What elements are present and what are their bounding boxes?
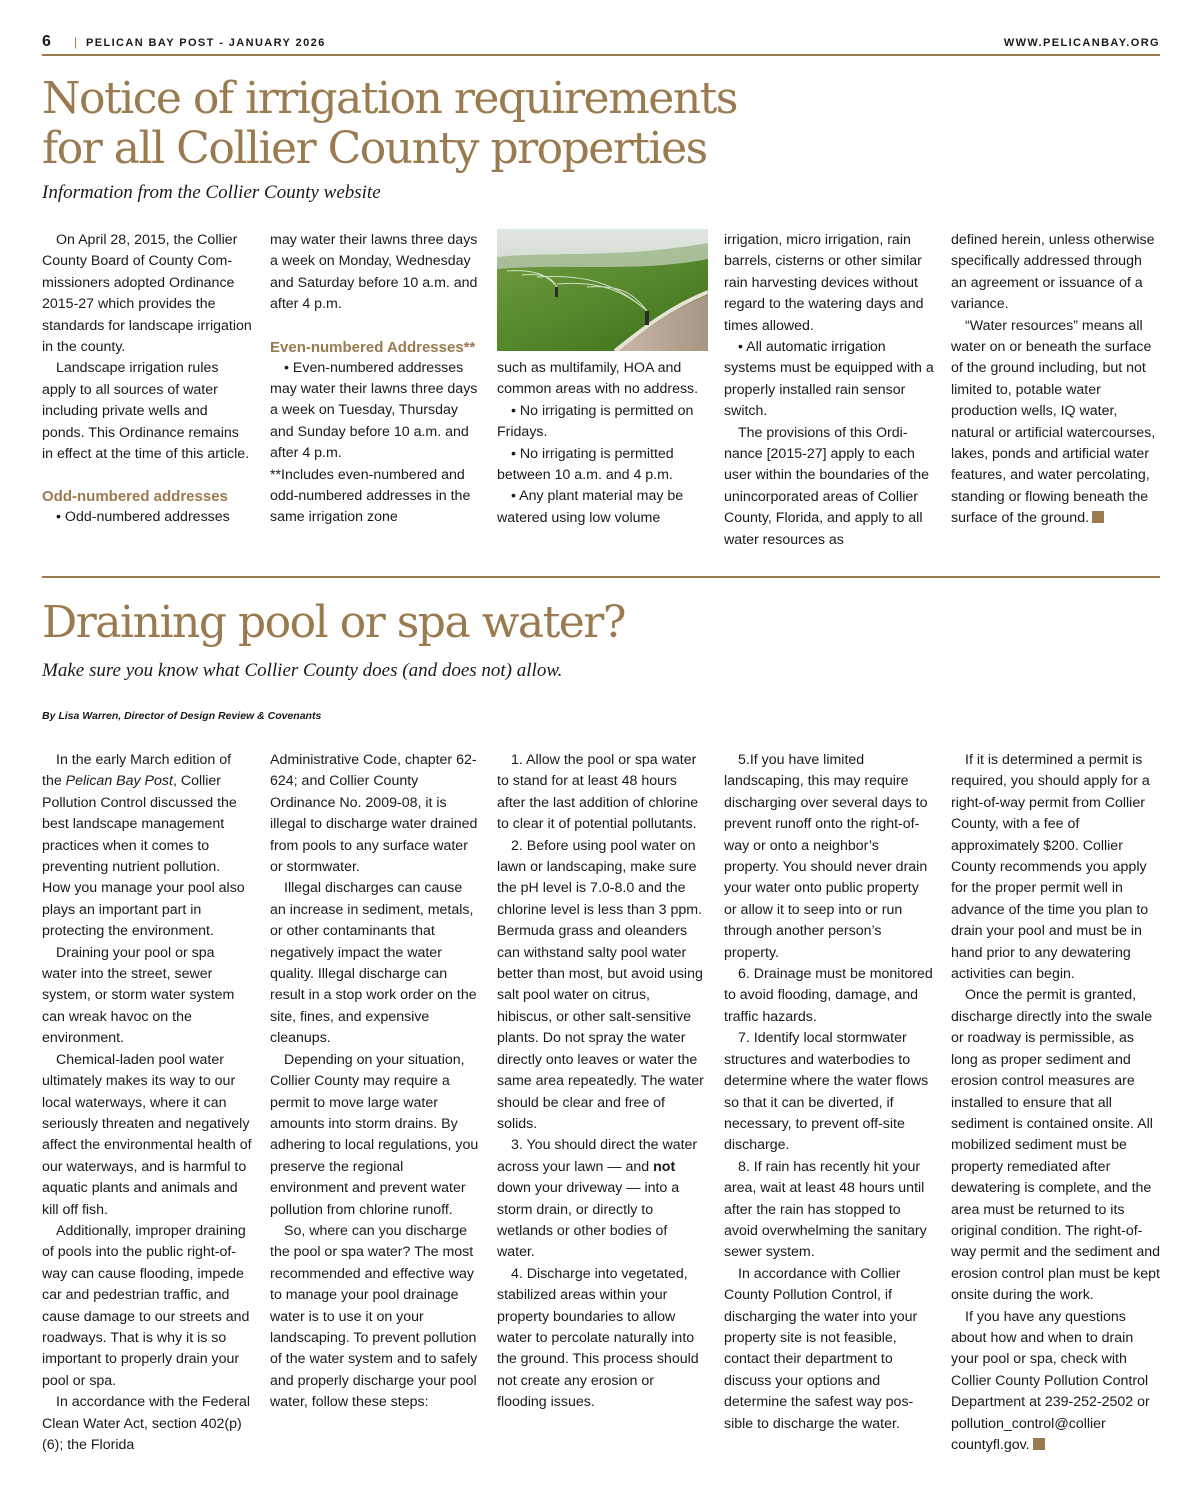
paragraph: Additionally, improper draining of pools into the public right-of-way can cause flooding, impede car and pedestrian traffic, and cause damage to our streets and roadways. That is why it is so important to properly drain your pool or spa. — [42, 1222, 250, 1389]
article1-column-5 — [951, 230, 1161, 530]
paragraph: 2. Before using pool water on lawn or landscaping, make sure the pH level is 7.0-8.0 and the chlorine level is less than 3 ppm. Bermuda grass and oleanders can withstand salty pool water better than most, but avoid using salt pool water on citrus, hibiscus, or other salt-sensitive plants. Do not spray the water directly onto leaves or water the same area repeatedly. The water should be clear and free of solids. — [497, 837, 704, 1132]
paragraph-text: In the early March edition of the — [42, 752, 232, 790]
paragraph: 5.If you have limited landscaping, this may require discharging over several days to prevent runoff onto the right-of-way or onto a neighbor’s property. You should never drain your water onto public property or allow it to seep into or run through another person’s property. — [724, 752, 928, 961]
article1-headline-line2: for all Collier County properties — [42, 123, 707, 175]
article1-column-3 — [497, 358, 707, 529]
page-header — [42, 33, 1160, 55]
article2-column-1 — [42, 750, 252, 1456]
paragraph: • No irrigating is permitted on Fridays. — [497, 402, 694, 441]
end-of-article-mark — [1092, 511, 1104, 523]
paragraph: 8. If rain has recently hit your area, wait at least 48 hours until after the rain has stopped to avoid overwhelming the sanitary sewer system. — [724, 1158, 927, 1261]
subhead-even-numbered: Even-numbered Addresses** — [270, 338, 476, 356]
paragraph: Draining your pool or spa water into the street, sewer system, or storm water system can wreak havoc on the environment. — [42, 944, 235, 1047]
paragraph: Illegal discharges can cause an increase in sediment, metals, or other contaminants that negatively impact the water quality. Illegal discharge can result in a stop work order on the site, fines, and expensive cleanups. — [270, 880, 477, 1047]
subhead-odd-numbered: Odd-numbered addresses — [42, 488, 228, 506]
paragraph-text: 3. You should direct the water across your lawn — and — [497, 1137, 698, 1175]
article2-column-2 — [270, 750, 480, 1414]
paragraph: Administrative Code, chapter 62-624; and Collier County Ordinance No. 2009-08, it is illegal to discharge water drained from pools to any surface water or stormwater. — [270, 752, 478, 876]
paragraph: Once the permit is granted, discharge directly into the swale or roadway is permissible, as long as proper sediment and erosion control measures are installed to ensure that all sediment is contained onsite. All mobilized sediment must be property remediated after dewatering is complete, and the area must be returned to its original condition. The right-of-way permit and the sediment and erosion control plan must be kept onsite during the work. — [951, 987, 1160, 1304]
paragraph-text: “Water resources” means all water on or beneath the surface of the ground including, but not limited to, potable water production wells, IQ water, natural or artificial watercourses, lakes, ponds and artificial water features, and water percolating, standing or flowing beneath the surface of the ground. — [951, 317, 1156, 527]
emphasis-text: not — [653, 1158, 676, 1175]
page-number: 6 — [42, 33, 51, 50]
paragraph: 6. Drainage must be monitored to avoid flooding, damage, and traffic hazards. — [724, 966, 933, 1025]
paragraph: In accordance with Collier County Pollution Control, if discharging the water into your property site is not feasible, contact their department to discuss your options and determine the safest way possible to discharge the water. — [724, 1265, 918, 1432]
paragraph: **Includes even-numbered and odd-numbered addresses in the same irrigation zone — [270, 466, 471, 526]
header-rule — [42, 54, 1160, 56]
website-link[interactable]: WWW.PELICANBAY.ORG — [1003, 37, 1160, 49]
paragraph: may water their lawns three days a week on Monday, Wednesday and Saturday before 10 a.m. and after 4 p.m. — [270, 232, 478, 313]
lawn-sprinkler-image — [497, 229, 708, 351]
article2-byline: By Lisa Warren, Director of Design Review & Covenants — [42, 710, 322, 722]
paragraph-text: down your driveway — into a storm drain, or directly to wetlands or other bodies of water. — [497, 1180, 680, 1261]
paragraph: • Any plant material may be watered using low volume — [497, 488, 684, 526]
paragraph: The provisions of this Ordinance [2015-27] apply to each user within the boundaries of the unincorporated areas of Collier County, Florida, and apply to all water resources as — [724, 424, 930, 548]
paragraph: • No irrigating is permitted between 10 a.m. and 4 p.m. — [497, 445, 674, 484]
article1-headline — [42, 74, 737, 174]
article1-deck: Information from the Collier County website — [42, 182, 381, 203]
paragraph: Landscape irrigation rules apply to all sources of water including private wells and ponds. This Ordinance remains in effect at the time of this article. — [42, 360, 250, 463]
article1-column-4 — [724, 230, 934, 551]
article-divider-rule — [42, 576, 1160, 578]
end-of-article-mark — [1033, 1438, 1045, 1450]
paragraph: 4. Discharge into vegetated, stabilized areas within your property boundaries to allow water to percolate naturally into the ground. This process should not create any erosion or flooding issues. — [497, 1265, 699, 1411]
paragraph: • Odd-numbered addresses — [56, 509, 230, 526]
paragraph: 7. Identify local stormwater structures and waterbodies to determine where the water flows so that it can be diverted, if necessary, to prevent off-site discharge. — [724, 1030, 929, 1154]
paragraph: such as multifamily, HOA and common areas with no address. — [497, 360, 699, 398]
paragraph: In accordance with the Federal Clean Water Act, section 402(p)(6); the Florida — [42, 1394, 251, 1453]
lawn-sprinkler-photo — [497, 229, 708, 351]
paragraph: If it is determined a permit is required, you should apply for a right-of-way permit from Collier County, with a fee of approximately $200. Collier County recommends you apply for the proper permit well in advance of the time you plan to drain your pool and must be in hand prior to any dewatering activities can begin. — [951, 752, 1150, 983]
article2-deck: Make sure you know what Collier County does (and does not) allow. — [42, 660, 563, 681]
publication-title: PELICAN BAY POST - JANUARY 2026 — [86, 37, 326, 49]
paragraph — [951, 316, 1161, 530]
paragraph: On April 28, 2015, the Collier County Board of County Commissioners adopted Ordinance 2015-27 which provides the standards for landscape irrigation in the county. — [42, 232, 252, 356]
article2-column-4 — [724, 750, 934, 1435]
paragraph: defined herein, unless otherwise specifically addressed through an agreement or issuance of a variance. — [951, 232, 1155, 313]
article2-headline: Draining pool or spa water? — [42, 597, 625, 648]
paragraph: • Even-numbered addresses may water their lawns three days a week on Tuesday, Thursday and Sunday before 10 a.m. and after 4 p.m. — [270, 359, 478, 462]
article2-column-5 — [951, 750, 1161, 1456]
paragraph: irrigation, micro irrigation, rain barrels, cisterns or other similar rain harvesting devices without regard to the watering days and times allowed. — [724, 232, 924, 334]
paragraph: • All automatic irrigation systems must be equipped with a properly installed rain sensor switch. — [724, 339, 934, 420]
paragraph — [951, 1307, 1161, 1457]
paragraph: 1. Allow the pool or spa water to stand for at least 48 hours after the last addition of chlorine to clear it of potential pollutants. — [497, 752, 699, 833]
paragraph-text: , Collier Pollution Control discussed the best landscape management practices when it comes to preventing nutrient pollution. How you manage your pool also plays an important part in protecting the environment. — [42, 773, 245, 940]
article1-column-1 — [42, 230, 252, 529]
paragraph: Chemical-laden pool water ultimately makes its way to our local waterways, where it can seriously threaten and negatively affect the environmental health of our waterways, and is harmful to aquatic plants and animals and kill off fish. — [42, 1051, 252, 1218]
paragraph-text: If you have any questions about how and when to drain your pool or spa, check with Collier County Pollution Control Department at 239-252-2502 or pollution_control@collier countyfl.gov. — [951, 1308, 1150, 1453]
paragraph — [497, 1135, 707, 1263]
article2-column-3 — [497, 750, 707, 1414]
article1-headline-line1: Notice of irrigation requirements — [42, 73, 737, 124]
paragraph: So, where can you discharge the pool or spa water? The most recommended and effective way to manage your pool drainage water is to use it on your landscaping. To prevent pollution of the water system and to safely and properly discharge your pool water, follow these steps: — [270, 1222, 478, 1411]
paragraph — [42, 750, 252, 943]
paragraph: Depending on your situation, Collier County may require a permit to move large water amounts into storm drains. By adhering to local regulations, you preserve the regional environment and prevent water pollution from chlorine runoff. — [270, 1051, 479, 1218]
header-separator: | — [74, 35, 78, 49]
article1-column-2 — [270, 230, 480, 529]
publication-name: Pelican Bay Post — [65, 773, 173, 790]
